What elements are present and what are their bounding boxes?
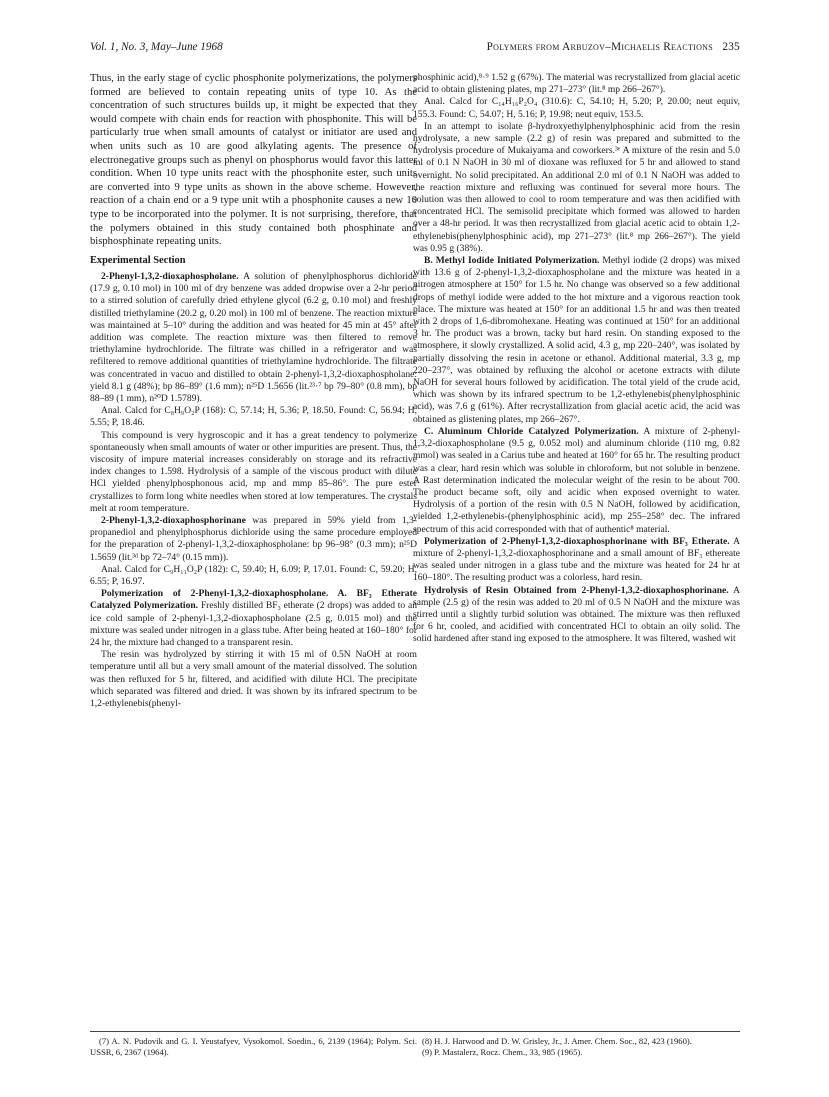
page-number: 235 bbox=[722, 41, 740, 53]
analysis-line: Anal. Calcd for C₁₄H₁₆P₂O₄ (310.6): C, 54.10; H, 5.20; P, 20.00; neut equiv, 155.3. Found: C, 54.07; H, 5.16; P, 19.98; neut equiv, 153.5. bbox=[413, 96, 740, 120]
footnotes-left bbox=[90, 1031, 417, 1058]
paragraph-resin-hydrolysis bbox=[413, 585, 740, 646]
footnote-9: (9) P. Mastalerz, Rocz. Chem., 33, 985 (1965). bbox=[422, 1047, 583, 1057]
paragraph-body: A mixture of 2-phenyl-1,3,2-dioxaphosphorinane and a small amount of BF₃ ethereate was sealed under nitrogen in a glass tube and the mixture was heated for 24 hr at 160–180°. The resulting product was a colorless, hard resin. bbox=[413, 535, 740, 584]
right-column bbox=[413, 72, 740, 646]
paragraph-bf3-polymerization bbox=[90, 588, 417, 649]
paragraph-heading: 2-Phenyl-1,3,2-dioxaphosphorinane bbox=[101, 514, 246, 526]
paragraph-hygroscopic: This compound is very hygroscopic and it has a great tendency to polymerize spontaneously when small amounts of water or other impurities are present. Thus, the viscosity of impure material increases considerably on storage and its refractive index changes to 1.598. Hydrolysis of a sample of the viscous product with dilute HCl yielded phenylphosphonous acid, mp and mmp 85–86°. The pure ester crystallizes to form long white needles when stored at low temperatures. The crystals melt at room temperature. bbox=[90, 429, 417, 514]
left-column bbox=[90, 72, 417, 710]
paragraph-body: Freshly distilled BF₃ etherate (2 drops) was added to an ice cold sample of 2-phenyl-1,3,2-dioxaphospholane (2.5 g, 0.015 mol) and the mixture was sealed under nitrogen in a glass tube. After being heated at 160–180° for 24 hr, the mixture had changed to a transparent resin. bbox=[90, 600, 417, 649]
paragraph-heading: 2-Phenyl-1,3,2-dioxaphospholane. bbox=[101, 270, 239, 282]
section-title: Experimental Section bbox=[90, 254, 186, 266]
footnote-rule bbox=[413, 1031, 740, 1032]
paragraph-body: A mixture of 2-phenyl-1,3,2-dioxaphospholane (9.5 g, 0.052 mol) and aluminum chloride (110 mg, 0.82 mmol) was sealed in a Carius tube and heated at 160° for 65 hr. The resulting product was a clear, hard resin which was soluble in chloroform, but not soluble in benzene. A Rast determination indicated the molecular weight of the resin to be about 700. The product became soft, oily and acidic when exposed overnight to water. Hydrolysis of a portion of the resin with 0.5 N NaOH, followed by acidification, yielded 1,2-ethylenebis-(phenylphosphinic acid), mp 255–258° dec. The infrared spectrum of this acid corresponded with that of authentic⁸ material. bbox=[413, 425, 740, 535]
paragraph-phosphorinane-polymerization bbox=[413, 536, 740, 585]
paragraph-heading: Hydrolysis of Resin Obtained from 2-Phenyl-1,3,2-dioxaphosphorinane. bbox=[424, 584, 729, 596]
paragraph-aluminum-chloride bbox=[413, 426, 740, 536]
running-title: Polymers from Arbuzov–Michaelis Reactions bbox=[486, 41, 714, 53]
paragraph-body: Methyl iodide (2 drops) was mixed with 13.6 g of 2-phenyl-1,3,2-dioxaphospholane and the mixture was heated in a nitrogen atmosphere at 150° for 1.5 hr. No change was observed so a few additional drops of methyl iodide were added to the hot mixture and a vigorous reaction took place. The mixture was heated at 150° for an additional 1.5 hr and was then treated with 2 drops of 1,6-dibromohexane. Heating was continued at 150° for an additional 3 hr. The product was a brown, tacky but hard resin. On standing exposed to the atmosphere, it slowly crystallized. A solid acid, 4.3 g, mp 220–240°, was isolated by partially dissolving the resin in acetone or ethanol. Additional material, 3.3 g, mp 220–237°, was obtained by refluxing the alcohol or acetone extracts with dilute NaOH for several hours followed by acidification. The total yield of the crude acid, which was shown by its infrared spectrum to be 1,2-ethylenebis(phenylphosphinic acid), was 7.6 g (61%). After recrystallization from glacial acetic acid, the acid was obtained as glistening plates, mp 266–267°. bbox=[413, 255, 740, 425]
paragraph-hydrolysis: The resin was hydrolyzed by stirring it with 15 ml of 0.5N NaOH at room temperature until all but a very small amount of the material dissolved. The solution was then refluxed for 5 hr, filtered, and acidified with dilute HCl. The precipitate which separated was filtered and dried. It was shown by its infrared spectrum to be 1,2-ethylenebis(phenyl- bbox=[90, 649, 417, 710]
footnote-rule bbox=[90, 1031, 417, 1032]
footnote-7: (7) A. N. Pudovik and G. I. Yeustafyev, Vysokomol. Soedin., 6, 2139 (1964); Polym. Sci. USSR, 6, 2367 (1964). bbox=[90, 1036, 417, 1057]
paragraph-body: was prepared in 59% yield from 1,3-propanediol and phenylphosphorus dichloride using the same procedure employed for the preparation of 2-phenyl-1,3,2-dioxaphospholane: bp 96–98° (0.3 mm); n²⁵D 1.5659 (lit.³ᵈ bp 72–74° (0.15 mm)). bbox=[90, 514, 417, 563]
footnotes-right bbox=[413, 1031, 740, 1058]
running-title-and-page bbox=[487, 41, 740, 53]
paragraph-dioxaphospholane bbox=[90, 271, 417, 405]
journal-volume-info: Vol. 1, No. 3, May–June 1968 bbox=[90, 41, 223, 53]
footnote-8: (8) H. J. Harwood and D. W. Grisley, Jr., J. Amer. Chem. Soc., 82, 423 (1960). bbox=[422, 1036, 692, 1046]
paragraph-methyl-iodide bbox=[413, 255, 740, 426]
paragraph-dioxaphosphorinane bbox=[90, 515, 417, 564]
paragraph-continued: phosphinic acid),⁸·⁹ 1.52 g (67%). The material was recrystallized from glacial acetic acid to obtain glistening plates, mp 271–273° (lit.⁸ mp 266–267°). bbox=[413, 72, 740, 96]
paragraph-heading: C. Aluminum Chloride Catalyzed Polymerization. bbox=[424, 425, 639, 437]
paragraph-hydroxyethyl: In an attempt to isolate β-hydroxyethylphenylphosphinic acid from the resin hydrolysate, a new sample (2.2 g) of resin was prepared and submitted to the hydrolysis procedure of Mukaiyama and coworkers.³ᵉ A mixture of the resin and 5.0 ml of 0.1 N NaOH in 30 ml of dioxane was refluxed for 5 hr and allowed to stand overnight. No solid precipitated. An additional 2.0 ml of 0.1 N NaOH was added to the reaction mixture and refluxing was continued for several more hours. The solution was then allowed to cool to room temperature and was then acidified with concentrated HCl. The semisolid precipitate which formed was allowed to harden over a 48-hr period. It was then recrystallized from glacial acetic acid to obtain 1,2-ethylenebis(phenylphosphinic acid), mp 271–273° (lit.⁸ mp 266–267°). The yield was 0.95 g (38%). bbox=[413, 120, 740, 254]
analysis-line: Anal. Calcd for C₈H₉O₂P (168): C, 57.14; H, 5.36; P, 18.50. Found: C, 56.94; H, 5.55; P, 18.46. bbox=[90, 405, 417, 429]
paragraph-heading: Polymerization of 2-Phenyl-1,3,2-dioxaphosphorinane with BF₃ Etherate. bbox=[424, 535, 730, 547]
running-header bbox=[90, 41, 740, 57]
paragraph-body: A sample (2.5 g) of the resin was added to 20 ml of 0.5 N NaOH and the mixture was stirred until a slightly turbid solution was obtained. The mixture was then refluxed for 6 hr, cooled, and acidified with concentrated HCl to obtain an oily solid. The solid hardened after stand ing exposed to the atmosphere. It was filtered, washed wit bbox=[413, 584, 740, 645]
analysis-line: Anal. Calcd for C₉H₁₁O₂P (182): C, 59.40; H, 6.09; P, 17.01. Found: C, 59.20; H, 6.55; P, 16.97. bbox=[90, 563, 417, 587]
intro-paragraph: Thus, in the early stage of cyclic phosphonite polymerizations, the polymers formed are believed to contain repeating units of type 10. As the concentration of such structures builds up, it might be expected that they would compete with chain ends for reaction with phosphonite. This will be particularly true when small amounts of catalyst or initiator are used and when units such as 10 are good alkylating agents. The presence of electronegative groups such as phenyl on phosphorus would favor this latter condition. When 10 type units react with the phosphonite ester, such units are converted into 9 type units as shown in the above scheme. However, reaction of a chain end or a 9 type unit wtih a phosphonite causes a new 10 type to be incorporated into the polymer. It is not surprising, therefore, that the polymers obtained in this study contained both phosphinate and bisphosphinate repeating units. bbox=[90, 73, 417, 248]
paragraph-heading: Polymerization of 2-Phenyl-1,3,2-dioxaphospholane. A. BF₃ Etherate Catalyzed Polymerization. bbox=[90, 588, 417, 612]
paragraph-body: A solution of phenylphosphorus dichloride (17.9 g, 0.10 mol) in 100 ml of dry benzene was added dropwise over a 2-hr period to a stirred solution of carefully dried ethylene glycol (6.2 g, 0.10 mol) and freshly distilled triethylamine (20.2 g, 0.20 mol) in 100 ml of benzene. The reaction mixture was maintained at 5–10° during the addition and was heated for 45 min at 45° after addition was complete. The reaction mixture was then filtered to remove triethylamine hydrochloride. The filtrate was chilled in a refrigerator and was refiltered to remove additional quantities of triethylamine hydrochloride. The filtrate was concentrated in vacuo and distilled to obtain 2-phenyl-1,3,2-dioxaphospholane: yield 8.1 g (48%); bp 86–89° (1.6 mm); n²⁵D 1.5656 (lit.²³·⁷ bp 79–80° (0.8 mm), bp 88–89 (1 mm), n²⁰D 1.5789). bbox=[90, 270, 417, 404]
paragraph-heading: B. Methyl Iodide Initiated Polymerization. bbox=[424, 255, 600, 267]
